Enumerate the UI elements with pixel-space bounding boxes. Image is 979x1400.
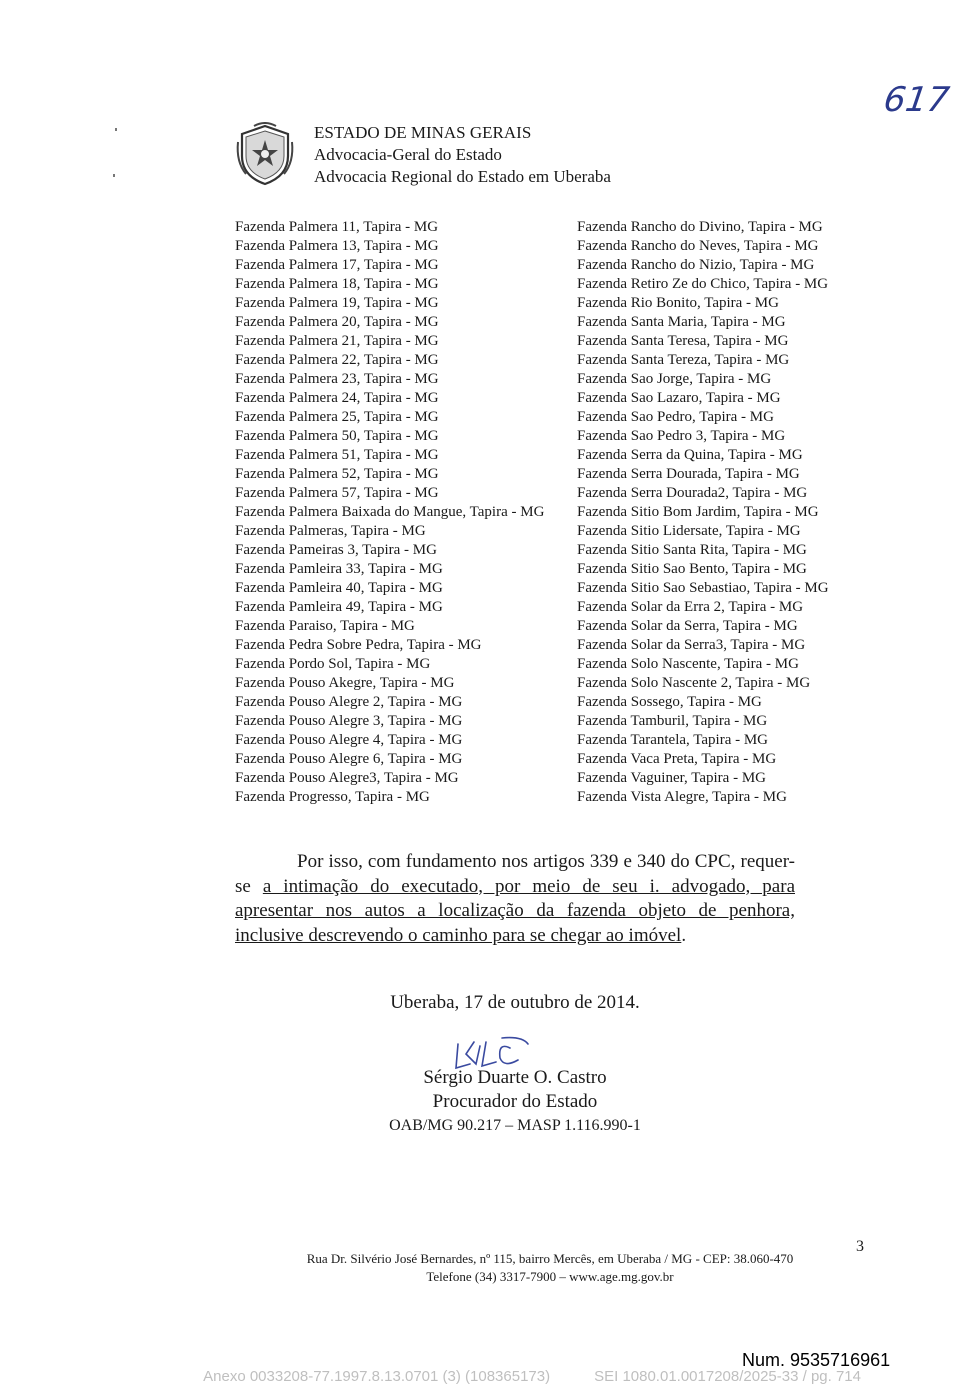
farm-list-item: Fazenda Pouso Alegre 4, Tapira - MG [235,732,463,748]
farm-list-item: Fazenda Tarantela, Tapira - MG [577,732,769,748]
farm-list-item: Fazenda Palmera 18, Tapira - MG [235,276,439,292]
farm-list-item: Fazenda Pouso Alegre 3, Tapira - MG [235,713,463,729]
farm-list-item: Fazenda Palmera 52, Tapira - MG [235,466,439,482]
signer-title: Procurador do Estado [432,1091,598,1112]
footer-contact: Telefone (34) 3317-7900 – www.age.mg.gov.br [426,1269,674,1284]
farm-list-item: Fazenda Solar da Erra 2, Tapira - MG [577,599,804,615]
farm-list-item: Fazenda Santa Teresa, Tapira - MG [577,333,789,349]
farm-list-item: Fazenda Serra da Quina, Tapira - MG [577,447,803,463]
document-number-stamp: Num. 9535716961 [742,1350,891,1370]
farm-list-item: Fazenda Vaguiner, Tapira - MG [577,770,766,786]
signature-block [0,1066,979,1138]
farm-list-item: Fazenda Pouso Alegre 2, Tapira - MG [235,694,463,710]
farm-list-item: Fazenda Solar da Serra, Tapira - MG [577,618,798,634]
farm-list-item: Fazenda Serra Dourada2, Tapira - MG [577,485,808,501]
farm-list-item: Fazenda Santa Tereza, Tapira - MG [577,352,790,368]
farm-list-item: Fazenda Pouso Alegre3, Tapira - MG [235,770,459,786]
farm-list-item: Fazenda Santa Maria, Tapira - MG [577,314,786,330]
farm-list-item: Fazenda Palmera 19, Tapira - MG [235,295,439,311]
farm-list-item: Fazenda Palmera 23, Tapira - MG [235,371,439,387]
signer-registration: OAB/MG 90.217 – MASP 1.116.990-1 [389,1117,641,1134]
request-text: Por isso, com fundamento nos artigos 339 e 340 do CPC, requer-se [235,851,795,897]
request-paragraph [235,850,795,948]
farm-list-item: Fazenda Retiro Ze do Chico, Tapira - MG [577,276,829,292]
farm-list-item: Fazenda Palmera 25, Tapira - MG [235,409,439,425]
state-coat-of-arms-icon [234,122,296,188]
farm-list-item: Fazenda Palmeras, Tapira - MG [235,523,426,539]
farm-list-item: Fazenda Sossego, Tapira - MG [577,694,762,710]
farm-list-item: Fazenda Pamleira 49, Tapira - MG [235,599,443,615]
farm-list-item: Fazenda Rancho do Neves, Tapira - MG [577,238,819,254]
farm-list-item: Fazenda Vista Alegre, Tapira - MG [577,789,787,805]
farm-list-item: Fazenda Palmera 22, Tapira - MG [235,352,439,368]
farm-list-item: Fazenda Progresso, Tapira - MG [235,789,430,805]
farm-list-item: Fazenda Palmera 20, Tapira - MG [235,314,439,330]
request-underlined-text: a intimação do executado, por meio de seu i. advogado, para apresentar nos autos a localização da fazenda objeto de penhora, inclusive descrevendo o caminho para se chegar ao imóvel [235,875,795,946]
farm-list-item: Fazenda Palmera 50, Tapira - MG [235,428,439,444]
farm-list-item: Fazenda Solar da Serra3, Tapira - MG [577,637,806,653]
farm-list-item: Fazenda Sao Pedro 3, Tapira - MG [577,428,786,444]
header-state: ESTADO DE MINAS GERAIS [314,123,532,142]
farm-list-item: Fazenda Pouso Akegre, Tapira - MG [235,675,455,691]
farm-list-item: Fazenda Palmera 11, Tapira - MG [235,219,439,235]
signer-name: Sérgio Duarte O. Castro [423,1067,607,1088]
folio-number: 617 [881,80,952,120]
farm-list-right [577,218,867,807]
annex-reference: Anexo 0033208-77.1997.8.13.0701 (3) (108365173) [203,1368,551,1385]
farm-list-item: Fazenda Sitio Bom Jardim, Tapira - MG [577,504,819,520]
sei-reference: SEI 1080.01.0017208/2025-33 / pg. 714 [594,1368,861,1385]
farm-list-item: Fazenda Sitio Santa Rita, Tapira - MG [577,542,807,558]
farm-list-item: Fazenda Palmera 57, Tapira - MG [235,485,439,501]
farm-list-item: Fazenda Pedra Sobre Pedra, Tapira - MG [235,637,482,653]
farm-list-item: Fazenda Sitio Sao Bento, Tapira - MG [577,561,807,577]
farm-list-item: Fazenda Sao Pedro, Tapira - MG [577,409,774,425]
farm-list-item: Fazenda Solo Nascente, Tapira - MG [577,656,799,672]
header-regional-office: Advocacia Regional do Estado em Uberaba [314,167,611,186]
date-line: Uberaba, 17 de outubro de 2014. [390,992,640,1013]
farm-list-item: Fazenda Palmera 51, Tapira - MG [235,447,439,463]
farm-list-item: Fazenda Serra Dourada, Tapira - MG [577,466,800,482]
request-end: . [681,924,687,946]
farm-list-item: Fazenda Palmera 24, Tapira - MG [235,390,439,406]
header-agency: Advocacia-Geral do Estado [314,145,502,164]
farm-list-item: Fazenda Palmera 13, Tapira - MG [235,238,439,254]
document-reference-stamp [0,1368,979,1385]
farm-list-item: Fazenda Vaca Preta, Tapira - MG [577,751,777,767]
scan-speck [113,174,115,177]
page-number: 3 [856,1238,864,1255]
farm-list-item: Fazenda Sitio Sao Sebastiao, Tapira - MG [577,580,829,596]
footer [0,1250,979,1286]
farm-list-item: Fazenda Rancho do Nizio, Tapira - MG [577,257,815,273]
farm-list-item: Fazenda Pamleira 40, Tapira - MG [235,580,443,596]
farm-list-item: Fazenda Rancho do Divino, Tapira - MG [577,219,823,235]
farm-list-item: Fazenda Palmera 21, Tapira - MG [235,333,439,349]
farm-list-item: Fazenda Pamleira 33, Tapira - MG [235,561,443,577]
farm-list-item: Fazenda Sao Jorge, Tapira - MG [577,371,772,387]
farm-list-item: Fazenda Pameiras 3, Tapira - MG [235,542,437,558]
farm-list-item: Fazenda Pouso Alegre 6, Tapira - MG [235,751,463,767]
farm-list-item: Fazenda Palmera 17, Tapira - MG [235,257,439,273]
farm-list-item: Fazenda Pordo Sol, Tapira - MG [235,656,431,672]
scan-speck [115,128,117,131]
farm-list-left [235,218,545,807]
farm-list-item: Fazenda Tamburil, Tapira - MG [577,713,768,729]
farm-list-item: Fazenda Sitio Lidersate, Tapira - MG [577,523,801,539]
farm-list-item: Fazenda Solo Nascente 2, Tapira - MG [577,675,811,691]
farm-list-item: Fazenda Rio Bonito, Tapira - MG [577,295,779,311]
letterhead [314,122,611,188]
farm-list-item: Fazenda Paraiso, Tapira - MG [235,618,415,634]
farm-list-item: Fazenda Palmera Baixada do Mangue, Tapira - MG [235,504,545,520]
farm-list-item: Fazenda Sao Lazaro, Tapira - MG [577,390,781,406]
footer-address: Rua Dr. Silvério José Bernardes, nº 115, bairro Mercês, em Uberaba / MG - CEP: 38.060-470 [306,1251,794,1266]
